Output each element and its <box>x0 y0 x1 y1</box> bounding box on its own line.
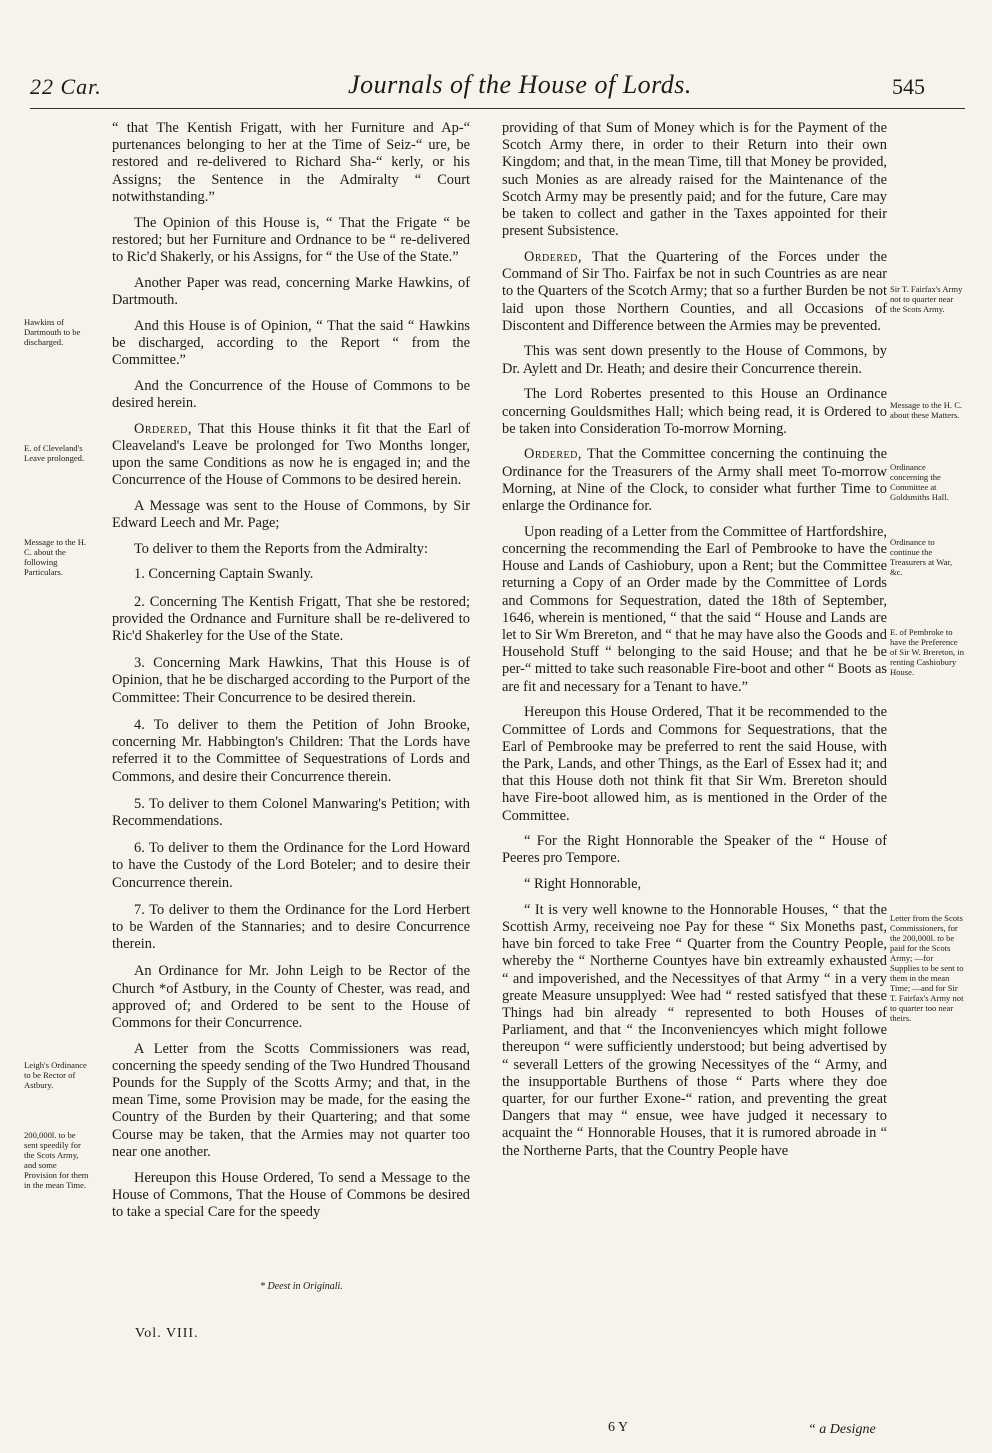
signature-mark: 6 Y <box>608 1420 629 1435</box>
paragraph <box>502 704 887 824</box>
paragraph-text: A Message was sent to the House of Commons, by Sir Edward Leech and Mr. Page; <box>112 497 470 532</box>
list-item <box>112 717 470 786</box>
running-head-reign: 22 Car. <box>30 74 102 99</box>
paragraph <box>502 120 887 240</box>
paragraph-text: An Ordinance for Mr. John Leigh to be Rector of the Church *of Astbury, in the County of Chester, was read, and approved of; and Ordered to be sent to the House of Commons for their Concurrence. <box>112 963 470 1031</box>
paragraph <box>502 249 887 335</box>
list-item <box>112 594 470 646</box>
list-item <box>112 796 470 830</box>
paragraph-text: Another Paper was read, concerning Marke Hawkins, of Dartmouth. <box>112 274 470 308</box>
paragraph <box>112 963 470 1032</box>
margin-note: Message to the H. C. about the following Particulars. <box>24 537 87 577</box>
left-text-column <box>112 120 470 1230</box>
paragraph <box>112 215 470 267</box>
paragraph <box>502 386 887 438</box>
paragraph <box>112 498 470 532</box>
paragraph <box>112 1170 470 1222</box>
margin-note: Message to the H. C. about these Matters. <box>890 400 963 420</box>
paragraph <box>112 541 470 558</box>
list-item <box>112 655 470 707</box>
catchword: “ a Designe <box>808 1422 876 1437</box>
paragraph <box>112 1041 470 1161</box>
paragraph-text: “ Right Honnorable, <box>524 876 642 893</box>
margin-note: 200,000l. to be sent speedily for the Scots Army, and some Provision for them in the mean Time. <box>24 1130 89 1190</box>
paragraph-text: 3. Concerning Mark Hawkins, That this House is of Opinion, that he be discharged according to the Purport of the Committee: Their Concurrence to be desired therein. <box>112 655 470 706</box>
paragraph <box>112 120 470 206</box>
page-number: 545 <box>892 74 925 99</box>
paragraph-text: 4. To deliver to them the Petition of John Brooke, concerning Mr. Habbington's Children: That the Lords have referred it to the Committee of Sequestrations of Lords and Commons, and desire their Concurrence therein. <box>112 716 470 785</box>
paragraph-text: This was sent down presently to the House of Commons, by Dr. Aylett and Dr. Heath; and desire their Concurrence therein. <box>502 343 887 377</box>
paragraph-text: 2. Concerning The Kentish Frigatt, That she be restored; provided the Ordnance and Furniture shall be re-delivered to Ric'd Shakerley for the Use of the State. <box>112 593 470 645</box>
paragraph-text: “ For the Right Honnorable the Speaker of the “ House of Peeres pro Tempore. <box>502 833 887 867</box>
page-title: Journals of the House of Lords. <box>348 70 692 99</box>
margin-note: Leigh's Ordinance to be Rector of Astbury. <box>24 1060 87 1090</box>
paragraph-text: That this House thinks it fit that the Earl of Cleaveland's Leave be prolonged for Two Months longer, upon the same Conditions as now he is engaged in; and the Concurrence of the House of Commons to be desired herein. <box>112 420 470 489</box>
paragraph-text: 7. To deliver to them the Ordinance for the Lord Herbert to be Warden of the Stannaries; and to desire Concurrence therein. <box>112 901 470 953</box>
ordered-lead: Ordered, <box>524 248 582 265</box>
paragraph <box>502 524 887 696</box>
paragraph-text: The Lord Robertes presented to this House an Ordinance concerning Gouldsmithes Hall; which being read, it is Ordered to be taken into Consideration To-morrow Morning. <box>502 386 887 437</box>
margin-note: E. of Pembroke to have the Preference of Sir W. Brereton, in renting Cashiobury House. <box>890 627 964 677</box>
paragraph-text: To deliver to them the Reports from the Admiralty: <box>134 540 428 557</box>
paragraph-text: Hereupon this House Ordered, That it be recommended to the Committee of Lords and Commons for Sequestrations, that the Earl of Pembrooke may be preferred to rent the said House, with the Park, Lands, and other Things, as the Earl of Essex had it; and that this House doth not think fit that Sir Wm. Brereton should have Fire-boot allowed him, as is mentioned in the Order of the Committee. <box>502 704 887 824</box>
paragraph-text: 5. To deliver to them Colonel Manwaring's Petition; with Recommendations. <box>112 795 470 829</box>
footnote: * Deest in Originali. <box>260 1281 343 1292</box>
paragraph-text: Hereupon this House Ordered, To send a Message to the House of Commons, That the House of Commons be desired to take a special Care for the speedy <box>112 1169 470 1220</box>
paragraph <box>502 343 887 377</box>
paragraph-text: The Opinion of this House is, “ That the Frigate “ be restored; but her Furniture and Ordnance to be “ re-delivered to Ric'd Shakerly, or his Assigns, for “ the Use of the State.” <box>112 214 470 265</box>
header-rule <box>30 108 965 109</box>
paragraph-text: 1. Concerning Captain Swanly. <box>134 566 314 583</box>
ordered-lead: Ordered, <box>524 446 582 463</box>
volume-mark: Vol. VIII. <box>135 1326 199 1341</box>
list-item <box>112 902 470 954</box>
paragraph <box>112 275 470 309</box>
paragraph-text: Upon reading of a Letter from the Committee of Hartfordshire, concerning the recommending the Earl of Pembrooke to have the House and Lands of Cashiobury, upon a Rent; but the Committee returning a Copy of an Order made by the Committee of Lords and Commons for Sequestration, dated the 18th of September, 1646, wherein is mentioned, “ that the said “ House and Lands are let to Sir Wm Brereton, and “ that he may have also the Goods and Household Stuff “ belonging to the said House; and that he be per-“ mitted to take such reasonable Fire-boot and other “ Boots as are fit and necessary for a Tenant to have.” <box>502 523 887 695</box>
list-item <box>112 840 470 892</box>
margin-note: Sir T. Fairfax's Army not to quarter near the Scots Army. <box>890 284 963 314</box>
list-item <box>112 566 470 583</box>
paragraph <box>502 876 887 893</box>
paragraph <box>502 833 887 867</box>
paragraph-text: That the Committee concerning the continuing the Ordinance for the Treasurers of the Army shall meet To-morrow Morning, at Nine of the Clock, to consider what further Time to enlarge the Ordinance for. <box>502 446 887 515</box>
paragraph <box>502 902 887 1160</box>
ordered-lead: Ordered, <box>134 420 192 437</box>
paragraph-text: And this House is of Opinion, “ That the said “ Hawkins be discharged, according to the Report “ from the Committee.” <box>112 317 470 368</box>
paragraph <box>502 446 887 515</box>
paragraph-text: “ that The Kentish Frigatt, with her Furniture and Ap-“ purtenances belonging to her at the Time of Seiz-“ ure, be restored and re-delivered to Richard Sha-“ kerly, or his Assigns; the Sentence in the Admiralty “ Court notwithstanding.” <box>112 120 470 205</box>
paragraph-text: “ It is very well knowne to the Honnorable Houses, “ that the Scottish Army, receiveing noe Pay for these “ Six Moneths past, have bin forced to take Free “ Quarter from the Country People, whereby the “ Northerne Countyes have bin extreamly exhausted “ and impoverished, and the Necessityes of that Army “ in a very greate Measure unsupplyed: Wee had “ rested satisfyed that these Things had bin already “ represented to both Houses of Parliament, and that “ the Inconveniencyes which might followe thereupon “ were sufficiently understood; but being advertised by “ severall Letters of the growing Necessityes of the “ Army, and the insupportable Burthens of those “ Parts where they doe quarter, for our further Exone-“ ration, and preventing the great Dangers that may “ ensue, wee have judged it necessary to acquaint the “ Honnorable Houses, that it is rumored abroade in “ the Northerne Parts, that the Country People have <box>502 901 887 1159</box>
margin-note: Ordinance concerning the Committee at Goldsmiths Hall. <box>890 462 949 502</box>
paragraph-text: A Letter from the Scotts Commissioners was read, concerning the speedy sending of the Two Hundred Thousand Pounds for the Supply of the Scotts Army; and that, in the mean Time, some Provision may be made, for the easing the Country of the Burden by their Quartering; and that some Course may be taken, that the Armies may not quarter too near one another. <box>112 1040 470 1160</box>
margin-note: E. of Cleveland's Leave prolonged. <box>24 443 85 463</box>
paragraph-text: providing of that Sum of Money which is for the Payment of the Scotch Army there, in order to their Return into their own Kingdom; and that, in the mean Time, till that Money be provided, such Monies as are already raised for the Maintenance of the Scotch Army may be presently paid; and for the future, Care may be taken to collect and gather in the Taxes appointed for their present Subsistence. <box>502 120 887 240</box>
paragraph <box>112 421 470 490</box>
paragraph-text: That the Quartering of the Forces under the Command of Sir Tho. Fairfax be not in such Countries as are near to the Quarters of the Scotch Army; that so a further Burden be not laid upon those Northern Counties, and all Occasions of Discontent and Difference between the Armies may be prevented. <box>502 248 887 334</box>
margin-note: Hawkins of Dartmouth to be discharged. <box>24 317 81 347</box>
margin-note: Ordinance to continue the Treasurers at War, &c. <box>890 537 953 577</box>
right-text-column <box>502 120 887 1168</box>
paragraph <box>112 378 470 412</box>
margin-note: Letter from the Scots Commissioners, for the 200,000l. to be paid for the Scots Army; —for Supplies to be sent to them in the mean Time; —and for Sir T. Fairfax's Army not to quarter too near theirs. <box>890 913 964 1023</box>
paragraph <box>112 318 470 370</box>
paragraph-text: And the Concurrence of the House of Commons to be desired herein. <box>112 377 470 411</box>
paragraph-text: 6. To deliver to them the Ordinance for the Lord Howard to have the Custody of the Lord Boteler; and to desire their Concurrence therein. <box>112 840 470 891</box>
